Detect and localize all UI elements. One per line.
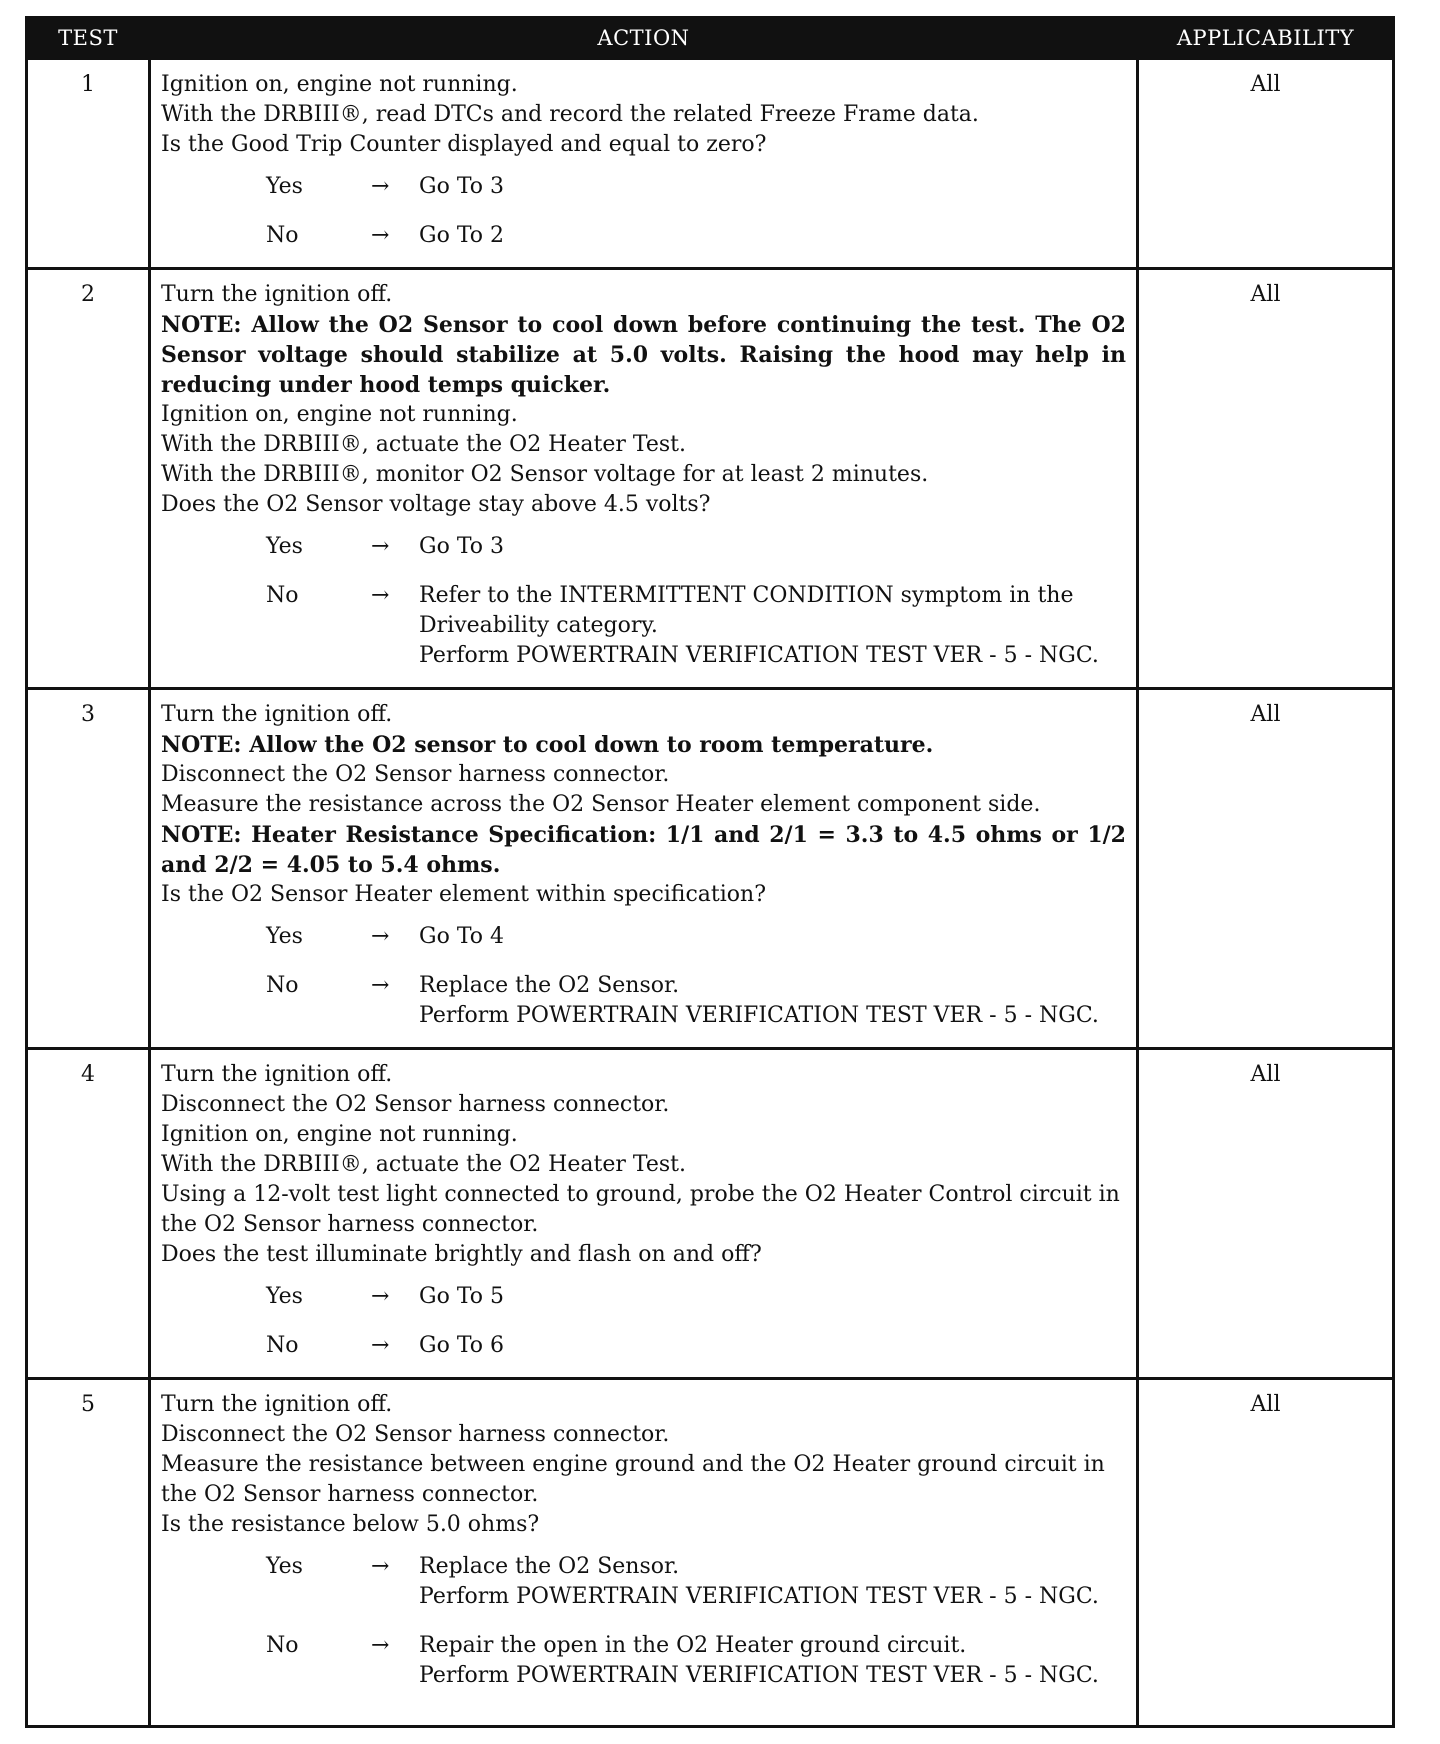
answer-row <box>161 1282 1126 1312</box>
answer-result <box>419 1552 1126 1612</box>
answer-list <box>161 172 1126 251</box>
result-line: Perform POWERTRAIN VERIFICATION TEST VER - 5 - NGC. <box>419 643 1099 668</box>
arrow-icon: → <box>371 1633 390 1658</box>
answer-label: Yes <box>266 174 303 199</box>
arrow-icon: → <box>371 973 390 998</box>
applicability-value: All <box>1136 687 1392 1047</box>
answer-result <box>419 221 1126 251</box>
instruction-line: Ignition on, engine not running. <box>161 72 518 97</box>
result-line: Replace the O2 Sensor. <box>419 1554 680 1579</box>
header-test: TEST <box>28 19 148 57</box>
arrow-icon: → <box>371 223 390 248</box>
arrow-icon: → <box>371 1554 390 1579</box>
instruction-line: Ignition on, engine not running. <box>161 402 518 427</box>
action-cell <box>148 1377 1136 1725</box>
diagnostic-test-table <box>25 16 1395 1728</box>
arrow-icon: → <box>371 534 390 559</box>
instruction-line: Turn the ignition off. <box>161 1392 393 1417</box>
answer-result <box>419 1282 1126 1312</box>
test-number: 2 <box>28 267 148 687</box>
answer-label: Yes <box>266 924 303 949</box>
answer-result <box>419 1631 1126 1691</box>
answer-row <box>161 172 1126 202</box>
instruction-line: With the DRBIII®, monitor O2 Sensor voltage for at least 2 minutes. <box>161 462 929 487</box>
answer-result <box>419 581 1126 671</box>
result-line: Refer to the INTERMITTENT CONDITION symptom in the Driveability category. <box>419 583 1074 638</box>
answer-result <box>419 172 1126 202</box>
result-line: Go To 6 <box>419 1333 505 1358</box>
instruction-line: With the DRBIII®, actuate the O2 Heater Test. <box>161 1152 686 1177</box>
instruction-line: Turn the ignition off. <box>161 282 393 307</box>
result-line: Go To 2 <box>419 223 505 248</box>
test-number: 4 <box>28 1047 148 1377</box>
arrow-icon: → <box>371 924 390 949</box>
answer-result <box>419 1331 1126 1361</box>
instruction-line: Disconnect the O2 Sensor harness connector. <box>161 1422 670 1447</box>
answer-result <box>419 922 1126 952</box>
instruction-line: Disconnect the O2 Sensor harness connector. <box>161 1092 670 1117</box>
arrow-icon: → <box>371 1333 390 1358</box>
action-cell <box>148 687 1136 1047</box>
header-applicability: APPLICABILITY <box>1136 19 1392 57</box>
instruction-line: Is the resistance below 5.0 ohms? <box>161 1512 540 1537</box>
result-line: Perform POWERTRAIN VERIFICATION TEST VER - 5 - NGC. <box>419 1663 1099 1688</box>
instruction-line: Does the test illuminate brightly and flash on and off? <box>161 1242 762 1267</box>
instruction-line: Turn the ignition off. <box>161 702 393 727</box>
answer-label: No <box>266 223 299 248</box>
result-line: Go To 3 <box>419 174 505 199</box>
instruction-line: Turn the ignition off. <box>161 1062 393 1087</box>
answer-row <box>161 1552 1126 1612</box>
test-number: 1 <box>28 57 148 267</box>
applicability-value: All <box>1136 57 1392 267</box>
instruction-line: Ignition on, engine not running. <box>161 1122 518 1147</box>
instruction-line: Disconnect the O2 Sensor harness connector. <box>161 762 670 787</box>
action-cell <box>148 267 1136 687</box>
result-line: Go To 3 <box>419 534 505 559</box>
answer-row <box>161 532 1126 562</box>
answer-row <box>161 1331 1126 1361</box>
instruction-line: Is the O2 Sensor Heater element within specification? <box>161 882 766 907</box>
instruction-line: Is the Good Trip Counter displayed and equal to zero? <box>161 132 767 157</box>
instruction-line: Measure the resistance across the O2 Sensor Heater element component side. <box>161 792 1041 817</box>
answer-row <box>161 1631 1126 1691</box>
instruction-line: Does the O2 Sensor voltage stay above 4.5 volts? <box>161 492 711 517</box>
answer-list <box>161 1552 1126 1691</box>
header-action: ACTION <box>148 19 1136 57</box>
answer-label: No <box>266 973 299 998</box>
applicability-value: All <box>1136 267 1392 687</box>
answer-row <box>161 971 1126 1031</box>
result-line: Replace the O2 Sensor. <box>419 973 680 998</box>
note-text: NOTE: Allow the O2 Sensor to cool down before continuing the test. The O2 Sensor voltage should stabilize at 5.0 volts. Raising the hood may help in reducing under hood temps quicker. <box>161 312 1126 398</box>
instruction-line: With the DRBIII®, read DTCs and record the related Freeze Frame data. <box>161 102 979 127</box>
action-cell <box>148 57 1136 267</box>
answer-result <box>419 971 1126 1031</box>
instruction-line: Using a 12-volt test light connected to ground, probe the O2 Heater Control circuit in the O2 Sensor harness connector. <box>161 1182 1127 1237</box>
answer-row <box>161 922 1126 952</box>
note-text: NOTE: Allow the O2 sensor to cool down to room temperature. <box>161 732 934 758</box>
action-cell <box>148 1047 1136 1377</box>
result-line: Perform POWERTRAIN VERIFICATION TEST VER - 5 - NGC. <box>419 1584 1099 1609</box>
result-line: Go To 4 <box>419 924 505 949</box>
answer-label: Yes <box>266 534 303 559</box>
answer-result <box>419 532 1126 562</box>
answer-label: No <box>266 583 299 608</box>
applicability-value: All <box>1136 1047 1392 1377</box>
answer-row <box>161 581 1126 671</box>
result-line: Perform POWERTRAIN VERIFICATION TEST VER - 5 - NGC. <box>419 1003 1099 1028</box>
answer-label: Yes <box>266 1284 303 1309</box>
answer-row <box>161 221 1126 251</box>
answer-list <box>161 1282 1126 1361</box>
result-line: Go To 5 <box>419 1284 505 1309</box>
answer-list <box>161 922 1126 1031</box>
test-number: 5 <box>28 1377 148 1725</box>
instruction-line: With the DRBIII®, actuate the O2 Heater Test. <box>161 432 686 457</box>
result-line: Repair the open in the O2 Heater ground circuit. <box>419 1633 967 1658</box>
arrow-icon: → <box>371 174 390 199</box>
arrow-icon: → <box>371 583 390 608</box>
answer-list <box>161 532 1126 671</box>
answer-label: Yes <box>266 1554 303 1579</box>
note-text: NOTE: Heater Resistance Specification: 1/1 and 2/1 = 3.3 to 4.5 ohms or 1/2 and 2/2 = 4.05 to 5.4 ohms. <box>161 822 1126 878</box>
applicability-value: All <box>1136 1377 1392 1725</box>
test-number: 3 <box>28 687 148 1047</box>
arrow-icon: → <box>371 1284 390 1309</box>
answer-label: No <box>266 1333 299 1358</box>
instruction-line: Measure the resistance between engine ground and the O2 Heater ground circuit in the O2 Sensor harness connector. <box>161 1452 1112 1507</box>
answer-label: No <box>266 1633 299 1658</box>
